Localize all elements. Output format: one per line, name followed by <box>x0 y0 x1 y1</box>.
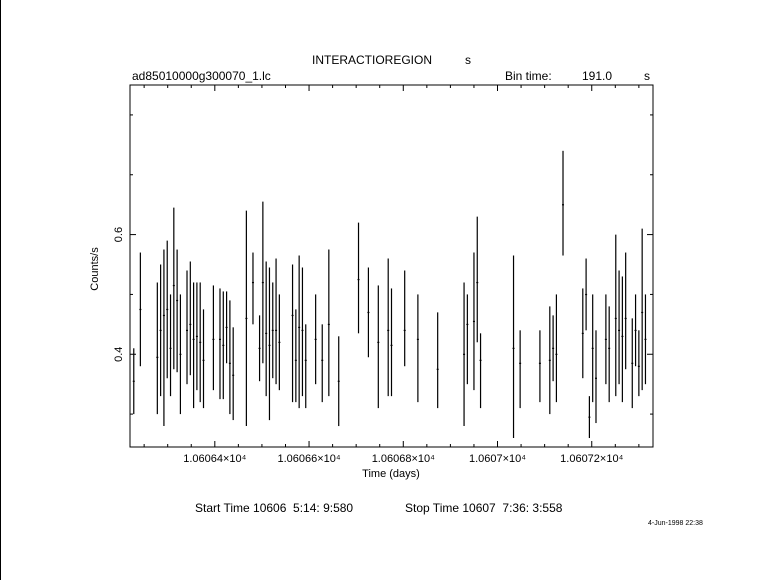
y-tick-label: 0.4 <box>113 346 125 362</box>
data-point <box>588 417 590 418</box>
data-point <box>608 348 610 349</box>
data-point <box>328 324 330 325</box>
data-point <box>466 324 468 325</box>
y-tick-label: 0.6 <box>113 226 125 243</box>
data-point <box>186 330 188 331</box>
data-point <box>473 321 475 322</box>
x-tick-label: 1.06068×10⁴ <box>371 453 435 465</box>
file-name: ad85010000g300070_1.lc <box>132 69 271 83</box>
data-point <box>298 327 300 328</box>
data-point <box>377 342 379 343</box>
data-point <box>358 279 360 280</box>
data-point <box>391 345 393 346</box>
bin-time-value: 191.0 <box>582 69 613 83</box>
bin-time-unit: s <box>644 69 650 83</box>
data-point <box>268 345 270 346</box>
data-point <box>476 282 478 283</box>
data-point <box>163 315 165 316</box>
data-point <box>625 318 627 319</box>
data-point <box>321 360 323 361</box>
x-tick-label: 1.06072×10⁴ <box>560 453 624 465</box>
data-point <box>226 327 228 328</box>
data-point <box>176 300 178 301</box>
data-point <box>635 330 637 331</box>
data-point <box>519 363 521 364</box>
data-point <box>278 342 280 343</box>
data-point <box>212 339 214 340</box>
data-point <box>265 333 267 334</box>
x-tick-label: 1.06066×10⁴ <box>277 453 341 465</box>
object-unit: s <box>465 53 471 67</box>
data-point <box>292 315 294 316</box>
data-point <box>232 375 234 376</box>
data-point <box>549 360 551 361</box>
data-point <box>555 354 557 355</box>
data-point <box>219 339 221 340</box>
data-point <box>305 360 307 361</box>
data-point <box>229 363 231 364</box>
data-point <box>437 369 439 370</box>
data-point <box>338 381 340 382</box>
data-point <box>582 333 584 334</box>
data-point <box>315 339 317 340</box>
data-point <box>295 360 297 361</box>
data-point <box>203 360 205 361</box>
x-tick-label: 1.06064×10⁴ <box>183 453 247 465</box>
data-point <box>245 318 247 319</box>
data-point <box>539 363 541 364</box>
y-axis-title: Counts/s <box>89 247 101 291</box>
start-time: Start Time 10606 5:14: 9:580 <box>195 501 354 515</box>
data-point <box>301 330 303 331</box>
data-point <box>618 330 620 331</box>
bin-time-label: Bin time: <box>505 69 552 83</box>
data-point <box>173 285 175 286</box>
data-point <box>592 348 594 349</box>
data-point <box>160 330 162 331</box>
data-point <box>552 348 554 349</box>
data-point <box>196 336 198 337</box>
data-point <box>404 330 406 331</box>
data-point <box>615 318 617 319</box>
data-point <box>259 348 261 349</box>
data-point <box>189 324 191 325</box>
data-point <box>585 294 587 295</box>
data-point <box>179 354 181 355</box>
data-point <box>199 342 201 343</box>
data-point <box>252 282 254 283</box>
data-point <box>562 204 564 205</box>
data-points <box>133 151 647 438</box>
data-point <box>621 336 623 337</box>
data-point <box>641 312 643 313</box>
data-point <box>262 282 264 283</box>
data-point <box>387 330 389 331</box>
x-axis-title: Time (days) <box>362 468 420 480</box>
data-point <box>222 345 224 346</box>
data-point <box>480 360 482 361</box>
data-point <box>275 330 277 331</box>
data-point <box>139 309 141 310</box>
data-point <box>417 339 419 340</box>
data-point <box>133 381 135 382</box>
data-point <box>272 330 274 331</box>
data-point <box>631 363 633 364</box>
data-point <box>193 339 195 340</box>
data-point <box>166 309 168 310</box>
data-point <box>638 366 640 367</box>
data-point <box>156 357 158 358</box>
data-point <box>595 378 597 379</box>
data-point <box>463 354 465 355</box>
data-point <box>170 348 172 349</box>
date-stamp: 4-Jun-1998 22:38 <box>648 520 703 527</box>
data-point <box>644 339 646 340</box>
data-point <box>513 348 515 349</box>
data-point <box>367 312 369 313</box>
data-point <box>605 339 607 340</box>
object-name: INTERACTIOREGION <box>312 53 433 67</box>
stop-time: Stop Time 10607 7:36: 3:558 <box>405 501 563 515</box>
x-tick-label: 1.0607×10⁴ <box>468 453 527 465</box>
